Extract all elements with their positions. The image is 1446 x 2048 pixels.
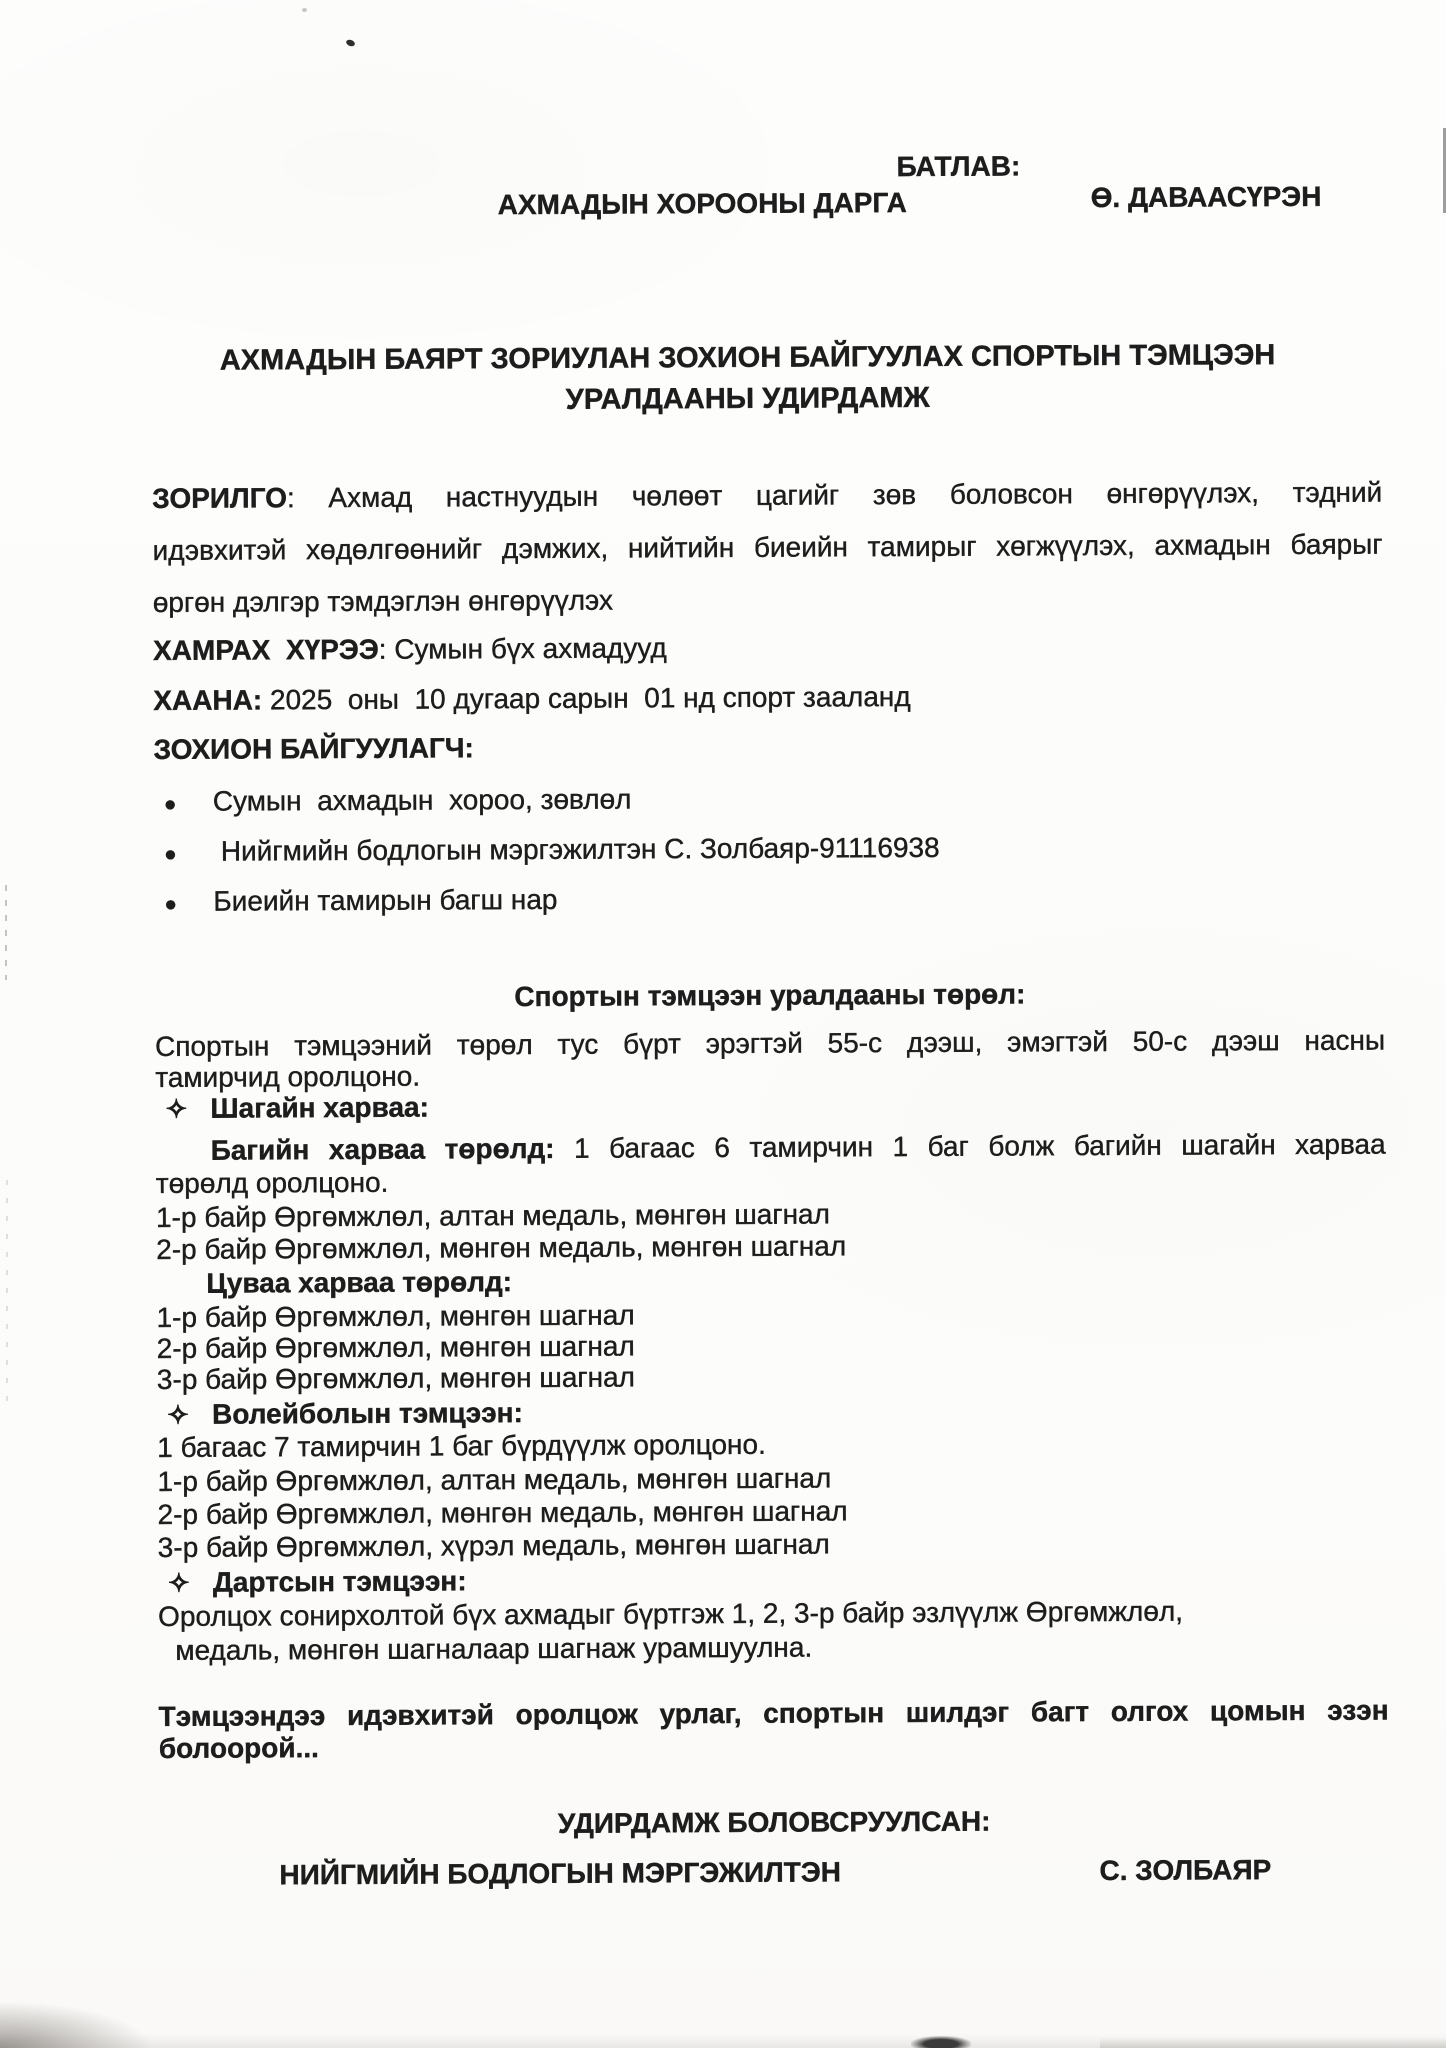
approver-title: АХМАДЫН ХОРООНЫ ДАРГА — [497, 187, 907, 221]
scope-line — [153, 631, 667, 668]
volleyball-heading-line — [167, 1396, 523, 1432]
row-archery-award-3: 3-р байр Өргөмжлөл, мөнгөн шагнал — [156, 1361, 636, 1395]
volleyball-intro: 1 багаас 7 тамирчин 1 баг бүрдүүлж оролцоно. — [157, 1428, 766, 1463]
shagai-heading: Шагайн харваа: — [210, 1091, 429, 1124]
volleyball-award-2: 2-р байр Өргөмжлөл, мөнгөн медаль, мөнгөн шагнал — [157, 1495, 848, 1530]
bullet-icon: ● — [164, 892, 178, 916]
purpose-line-1 — [152, 476, 1382, 516]
organizer-item-text: Сумын ахмадын хороо, зөвлөл — [212, 783, 632, 817]
volleyball-heading: Волейболын тэмцээн: — [211, 1397, 523, 1430]
bullet-icon: ● — [163, 792, 177, 816]
when-text: 2025 оны 10 дугаар сарын 01 нд спорт зааланд — [262, 681, 911, 716]
scope-label: ХАМРАХ ХҮРЭЭ — [152, 633, 379, 666]
row-archery-label: Цуваа харваа төрөлд: — [206, 1266, 513, 1299]
types-intro-line-2: тамирчид оролцоно. — [155, 1060, 421, 1093]
organizer-item-2 — [164, 831, 940, 872]
volleyball-award-3: 3-р байр Өргөмжлөл, хүрэл медаль, мөнгөн шагнал — [157, 1528, 830, 1563]
organizer-item-1 — [164, 782, 632, 821]
document-title-line-2: УРАЛДААНЫ УДИРДАМЖ — [565, 381, 930, 416]
approver-name: Ө. ДАВААСҮРЭН — [1090, 180, 1322, 214]
developer-role: НИЙГМИЙН БОДЛОГЫН МЭРГЭЖИЛТЭН — [279, 1856, 841, 1891]
bullet-icon: ● — [164, 842, 177, 866]
scan-corner-shadow — [0, 2002, 150, 2048]
document-title-line-1: АХМАДЫН БАЯРТ ЗОРИУЛАН ЗОХИОН БАЙГУУЛАХ СПОРТЫН ТЭМЦЭЭН — [219, 339, 1276, 377]
document-content — [150, 0, 1391, 2048]
closing-line-1: Тэмцээндээ идэвхитэй оролцож урлаг, спортын шилдэг багт олгох цомын эзэн — [158, 1694, 1389, 1732]
team-archery-text: 1 багаас 6 тамирчин 1 баг болж багийн шагайн харваа — [554, 1128, 1386, 1164]
organizer-label: ЗОХИОН БАЙГУУЛАГЧ: — [153, 732, 474, 765]
diamond-bullet-icon: ✧ — [165, 1093, 188, 1124]
shagai-heading-line — [165, 1091, 429, 1126]
purpose-text-1: : Ахмад настнуудын чөлөөт цагийг зөв боловсон өнгөрүүлэх, тэдний — [286, 476, 1383, 514]
when-label: ХААНА: — [153, 684, 263, 716]
purpose-label: ЗОРИЛГО — [152, 482, 288, 514]
approval-label: БАТЛАВ: — [896, 150, 1021, 183]
organizer-item-text: Нийгмийн бодлогын мэргэжилтэн С. Золбаяр-91116938 — [213, 831, 940, 867]
team-archery-line-1 — [156, 1128, 1386, 1168]
closing-line-2: болоорой... — [158, 1732, 319, 1764]
darts-heading-line — [168, 1564, 467, 1600]
when-where-line — [153, 680, 911, 718]
team-archery-award-1: 1-р байр Өргөмжлөл, алтан медаль, мөнгөн шагнал — [155, 1198, 831, 1233]
volleyball-award-1: 1-р байр Өргөмжлөл, алтан медаль, мөнгөн шагнал — [157, 1462, 832, 1497]
scope-text: : Сумын бүх ахмадууд — [378, 632, 667, 665]
row-archery-award-1: 1-р байр Өргөмжлөл, мөнгөн шагнал — [156, 1299, 635, 1333]
types-heading: Спортын тэмцээн уралдааны төрөл: — [514, 978, 1026, 1013]
developer-name: С. ЗОЛБАЯР — [1099, 1854, 1272, 1887]
darts-line-1: Оролцох сонирхолтой бүх ахмадыг бүртгэж 1, 2, 3-р байр эзлүүлж Өргөмжлөл, — [158, 1595, 1184, 1632]
team-archery-label: Багийн харваа төрөлд: — [210, 1132, 555, 1166]
team-archery-line-2: төрөлд оролцоно. — [155, 1166, 389, 1199]
purpose-line-3: өргөн дэлгэр тэмдэглэн өнгөрүүлэх — [152, 584, 614, 618]
diamond-bullet-icon: ✧ — [166, 1399, 189, 1430]
organizer-item-text: Биеийн тамирын багш нар — [213, 883, 558, 917]
row-archery-award-2: 2-р байр Өргөмжлөл, мөнгөн шагнал — [156, 1330, 635, 1364]
scan-edge-mark-left-lower — [6, 1180, 8, 1410]
organizer-item-3 — [164, 883, 557, 922]
scan-edge-mark-left-upper — [5, 885, 7, 980]
darts-line-2: медаль, мөнгөн шагналаар шагнаж урамшуулна. — [175, 1631, 813, 1666]
darts-heading: Дартсын тэмцээн: — [212, 1565, 467, 1598]
diamond-bullet-icon: ✧ — [167, 1567, 190, 1598]
developed-by-heading: УДИРДАМЖ БОЛОВСРУУЛСАН: — [557, 1805, 991, 1839]
purpose-line-2: идэвхитэй хөдөлгөөнийг дэмжих, нийтийн биеийн тамирыг хөгжүүлэх, ахмадын баярыг — [152, 528, 1383, 566]
team-archery-award-2: 2-р байр Өргөмжлөл, мөнгөн медаль, мөнгөн шагнал — [156, 1230, 847, 1265]
types-intro-line-1: Спортын тэмцээний төрөл тус бүрт эрэгтэй 55-с дээш, эмэгтэй 50-с дээш насны — [155, 1024, 1386, 1062]
